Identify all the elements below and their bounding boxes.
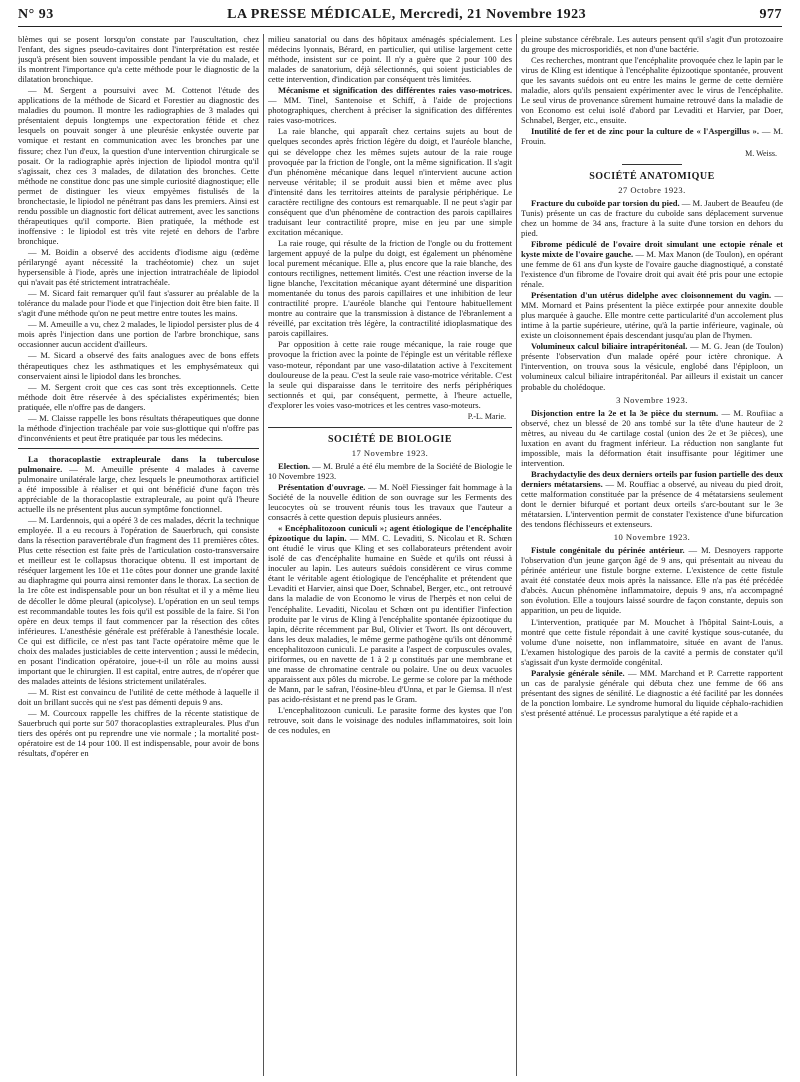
paragraph: — M. Lardennois, qui a opéré 3 de ces malades, décrit la technique employée. Il a eu recours à l'opération de Sauerbruch, qui consiste dans la résection paravertébrale d'un fragment des 11 premières côtes. Plus cette résection est faite près de l'articulation costo-transversaire et meilleur est le collapsus thoracique obtenu. Il est important de réséquer largement les 10e et 11e côtes pour donner une grande laxité au diaphragme qui pourra ainsi remonter dans le thorax. La section de la 1re côte est indispensable pour un bon résultat et il y a même lieu de décoller le dôme pleural (apicolyse). L'opération en un seul temps est recommandable toutes les fois qu'il est possible de la faire. Si l'on opère en deux temps il faut commencer par la résection des côtes inférieures. L'anesthésie générale est préférable à l'anesthésie locale. Ce qui est difficile, ce n'est pas tant l'acte opératoire même que le choix des malades justiciables de cette intervention ; aussi le médecin, en posant l'indication opératoire, joue-t-il un rôle au moins aussi important que le chirurgien. Il est capital, entre autres, de n'opérer que des malades atteints de lésions strictement unilatérales. <box>18 515 259 686</box>
paragraph <box>18 454 259 514</box>
column-2 <box>268 34 512 1076</box>
paragraph: La raie blanche, qui apparaît chez certains sujets au bout de quelques secondes après friction légère du doigt, et l'auréole blanche, qui se développe chez les mêmes sujets autour de la raie rouge provoquée par la friction de l'ongle, ont la même signification. Il s'agit d'un phénomène mécanique dans lequel n'intervient aucune action nerveuse véritable; il se produit aussi bien et même avec plus d'intensité dans les territoires atteints de paralysie périphérique. Le caractère rectiligne des contours est remarquable. Il ne peut s'agir par conséquent que d'un phénomène de contraction des parois capillaires traduisant leur contractilité propre, mise en jeu par une simple excitation mécanique. <box>268 126 512 237</box>
column-1 <box>18 34 259 1076</box>
article-title: Paralysie générale sénile. <box>531 667 625 678</box>
paragraph <box>521 545 783 615</box>
divider <box>268 427 512 428</box>
divider <box>622 164 682 165</box>
paragraph: Ces recherches, montrant que l'encéphalite provoquée chez le lapin par le virus de Kling est identique à l'encéphalite épizootique spontanée, prouvent que les savants suédois ont eu entre les mains le germe de cette dernière maladie, alors qu'ils pensaient expérimenter avec le virus de l'encéphalite. Le seul virus de provenance sûrement humaine retrouvé dans la maladie de von Economo est celui isolé d'abord par Levaditi et Harvier, par Doer, Schnabel, Berger, etc., ensuite. <box>521 55 783 126</box>
article-title: Fibrome pédiculé de l'ovaire droit simulant une ectopie rénale et kyste mixte de l'ovaire gauche. <box>521 238 783 259</box>
paragraph: — M. Sergent croit que ces cas sont très exceptionnels. Cette méthode doit être réservée à des spécialistes expérimentés; bien pratiquée, elle n'offre pas de dangers. <box>18 381 259 412</box>
paragraph: — M. Sergent a poursuivi avec M. Cottenot l'étude des applications de la méthode de Sicard et Forestier au diagnostic des maladies du poumon. Il montre les radiographies de 3 malades qui présentaient depuis longtemps une expectoration fétide et chez lesquels on pouvait songer à une pleurésie enkystée ouverte par vomique et restant en communication avec les bronches par une fissure; chez l'un d'eux, la question d'une intervention chirurgicale se posait. Or la radiographie après injection de lipiodol montra qu'il s'agissait, chez ces 3 malades, de dilatation des bronches. Cette méthode ne constitue donc pas une simple curiosité diagnostique; elle permet de distinguer les vieux empyèmes fistulisés de la bronchectasie, le lipiodol ne pénétrant pas dans les premiers. Ainsi est rendu possible un diagnostic fort délicat autrement, avec les sanctions thérapeutiques qu'il comporte. Bien pratiquée, la méthode est inoffensive : le lipiodol est très vite rejeté en dehors de l'arbre bronchique. <box>18 85 259 246</box>
session-date: 17 Novembre 1923. <box>351 447 429 458</box>
article-text: — MM. Tinel, Santenoise et Schiff, à l'aide de projections photographiques, cherchent à préciser la signification des différentes raies vaso-motrices. <box>268 95 512 126</box>
session-date: 3 Novembre 1923. <box>616 394 688 405</box>
article-title: Volumineux calcul biliaire intrapéritonéal. <box>531 341 688 352</box>
paragraph: pleine substance cérébrale. Les auteurs pensent qu'il s'agit d'un protozoaire du groupe des microsporidiés, et non d'une bactérie. <box>521 34 783 55</box>
paragraph: L'intervention, pratiquée par M. Mouchet à l'hôpital Saint-Louis, a montré que cette fistule répondait à une cavité kystique sous-cutanée, du volume d'une noisette, non inflammatoire, située en avant de l'anus. L'examen histologique des parois de la cavité a permis de constater qu'il s'agissait d'un kyste dermoïde congénital. <box>521 616 783 667</box>
paragraph <box>268 461 512 481</box>
article-title: Brachydactylie des deux derniers orteils par fusion partielle des deux derniers métatarsiens. <box>521 468 783 489</box>
article-title: Fistule congénitale du périnée antérieur. <box>531 545 685 556</box>
article-title: « Encéphalitozoon cuniculi »; agent étiologique de l'encéphalite épizootique du lapin. <box>268 523 512 544</box>
article-title: Fracture du cuboïde par torsion du pied. <box>531 197 680 208</box>
article-text: — M. Ameuille présente 4 malades à caverne pulmonaire unilatérale large, chez lesquels le pneumothorax artificiel a été impossible à réaliser et qui ont bénéficié d'une façon très appréciable de la thoracoplastie extrapleurale, au point qu'à l'heure actuelle ils ne présentent plus aucun symptôme fonctionnel. <box>18 463 259 515</box>
page-header <box>18 4 782 27</box>
paragraph <box>268 523 512 704</box>
paragraph: — M. Sicard a observé des faits analogues avec de bons effets thérapeutiques chez les asthmatiques et les emphysémateux qui conservaient ainsi le lipiodol dans les bronches. <box>18 350 259 381</box>
article-title: Mécanisme et signification des différentes raies vaso-motrices. <box>278 85 512 96</box>
column-rule <box>263 34 264 1076</box>
article-text: — MM. Mornard et Pains présentent la pièce extirpée pour annexite double plus marquée à gauche. Elle montre cette particularité d'un accolement plus intime à la partie supérieure, utérine, qu'à la partie inférieure, vaginale, où existe un cloisonnement épais descendant jusqu'au plan de l'hymen. <box>521 290 783 341</box>
session-date: 10 Novembre 1923. <box>613 532 691 543</box>
divider <box>18 448 259 449</box>
issue-number: N° 93 <box>18 7 54 22</box>
article-text: — MM. Marchand et P. Carrette rapportent un cas de paralysie générale qui débuta chez une femme de 66 ans présentant des signes de sénilité. Le diagnostic a été facilité par les données de la ponction lombaire. Le syndrome humoral du liquide céphalo-rachidien s'est présenté atténué. Le processus paralytique a été rapide et a <box>521 667 783 718</box>
paragraph: — M. Claisse rappelle les bons résultats thérapeutiques que donne la méthode d'injection trachéale par voie sus-glottique qui n'offre pas d'inconvénients et peut être pratiquée par tous les médecins. <box>18 412 259 443</box>
paragraph <box>521 408 783 468</box>
column-3 <box>521 34 783 1076</box>
article-text: — M. Brulé a été élu membre de la Société de Biologie le 10 Novembre 1923. <box>268 460 512 481</box>
article-text: — M. Desnoyers rapporte l'observation d'un jeune garçon âgé de 9 ans, qui présentait au niveau du périnée antérieur une fistule borgne externe. L'existence de cette fistule avait été constatée deux mois après la naissance. Elle n'a pas été précédée d'abcès. Aucun phénomène inflammatoire, depuis 9 ans, n'a accompagné son évolution. Elle a toujours laissé sourdre de façon constante, depuis son apparition, un peu de liquide. <box>521 545 783 616</box>
paragraph <box>521 341 783 391</box>
paragraph: Par opposition à cette raie rouge mécanique, la raie rouge que provoque la friction avec la pointe de l'épingle est un véritable réflexe vaso-moteur, répondant par une vaso-dilatation active à l'excitement douloureuse de la peau. C'est la seule raie vaso-motrice véritable. C'est la seule qui disparaisse dans le territoire des nerfs périphériques sectionnés et qui, par conséquent, permette, à l'heure actuelle, d'explorer les voies vaso-motrices et les centres vaso-moteurs. <box>268 339 512 410</box>
article-text: — M. Noël Fiessinger fait hommage à la Société de la nouvelle édition de son ouvrage sur les Ferments des leucocytes où se trouvent réunis tous les travaux que l'auteur a consacrés à cette question depuis plusieurs années. <box>268 481 512 523</box>
section-heading: SOCIÉTÉ ANATOMIQUE <box>589 170 715 182</box>
author-signature: M. Weiss. <box>745 148 777 158</box>
paragraph: — M. Ameuille a vu, chez 2 malades, le lipiodol persister plus de 4 mois après l'injection dans une portion de l'arbre bronchique, sans occasionner aucun accident d'ailleurs. <box>18 319 259 350</box>
author-signature: P.-L. Marie. <box>467 411 506 421</box>
paragraph: — M. Sicard fait remarquer qu'il faut s'assurer au préalable de la tolérance du malade pour l'iode et que l'injection doit être bien faite. Il s'agit d'une méthode qu'on ne peut mettre entre toutes les mains. <box>18 288 259 319</box>
article-title: Election. <box>278 460 311 471</box>
article-text: — M. G. Jean (de Toulon) présente l'observation d'un malade opéré pour ictère chronique. A l'intervention, on trouva sous la vésicule, englobé dans l'épiploon, un volumineux calcul biliaire intrapéritonéal. Par ailleurs il existait un cancer probable du cholédoque. <box>521 341 783 392</box>
article-text: — MM. C. Levaditi, S. Nicolau et R. Schœn ont étudié le virus que Kling et ses collaborateurs prétendent avoir isolé de cas d'encéphalite humaine en Suède et qu'ils ont réussi à inoculer au lapin. Les auteurs suédois considèrent ce virus comme étant le véritable agent étiologique de l'encéphalite et prétendent que Levaditi et Harvier, ainsi que Doer, Schnabel, Berger, etc., ont retrouvé dans la maladie de von Economo le virus de l'herpès et non celui de l'encéphalite. Levaditi, Nicolau et Schœn ont pu identifier l'infection produite par le virus de Kling à l'encéphalite spontanée épizootique du lapin, décrite récemment par Bul, Olivier et Twort. Ils ont découvert, dans les deux maladies, le même germe pathogène qu'ils ont dénommé encephalitozoon cuniculi. Le parasite a l'aspect de corpuscules ovales, piriformes, ou en navette de 1 à 2 µ constitués par une membrane et une masse de chromatine centrale ou polaire. Une ou deux vacuoles apparaissent aux pôles du microbe. Le germe se colore par la méthode de Mann, par le safran, l'éosine-bleu d'Unna, et par le Giemsa. Il n'est pas acido-résistant et ne prend pas le Gram. <box>268 533 512 704</box>
paragraph <box>268 85 512 125</box>
article-title: Présentation d'un utérus didelphe avec cloisonnement du vagin. <box>531 290 772 301</box>
paragraph <box>268 482 512 522</box>
paragraph <box>521 239 783 289</box>
article-title: Inutilité de fer et de zinc pour la culture de « l'Aspergillus ». <box>531 126 759 137</box>
paragraph: — M. Boidin a observé des accidents d'iodisme aigu (œdème périlaryngé ayant nécessité la trachéotomie) chez un sujet hypersensible à l'iode, après une injection intratrachéale de lipiodol qui n'avait pas été strictement intratrachéale. <box>18 246 259 288</box>
article-title: Disjonction entre la 2e et la 3e pièce du sternum. <box>531 407 719 418</box>
section-heading: SOCIÉTÉ DE BIOLOGIE <box>328 433 452 445</box>
article-text: — M. Rouffiac a observé, au niveau du pied droit, cette malformation constituée par la présence de 4 métatarsiens seulement dont le dernier bifurqué et portant deux orteils s'arc-boutant sur le 3e métatarsien. L'intervention permit de constater l'existence d'une bifurcation des tendons fléchisseurs et extenseurs. <box>521 478 783 530</box>
paragraph <box>521 290 783 340</box>
session-date: 27 Octobre 1923. <box>618 184 686 195</box>
paragraph: blèmes qui se posent lorsqu'on constate par l'auscultation, chez l'enfant, des signes pseudo-cavitaires dont l'interprétation est restée jusqu'à présent bien souvent impossible pendant la vie du malade, et ils montrent l'importance qu'a cette méthode pour le diagnostic de la dilatation bronchique. <box>18 34 259 85</box>
page-number: 977 <box>759 7 782 22</box>
paragraph: La raie rouge, qui résulte de la friction de l'ongle ou du frottement largement appuyé de la pulpe du doigt, est également un phénomène local purement mécanique. Elle a, plus encore que la raie blanche, des contours rectilignes, nettement limités. C'est une réaction inverse de la ligne blanche, l'excitation mécanique ayant déterminé une disparition momentanée du tonus des parois capillaires et une inhibition de leur contractilité propre. L'auréole blanche qui l'entoure habituellement montre au contraire que la transmission à distance de l'ébranlement a réveillé, par excitation très légère, la contractilité idioplasmatique des parois capillaires. <box>268 237 512 339</box>
paragraph: L'encephalitozoon cuniculi. Le parasite forme des kystes que l'on retrouve, soit dans le voisinage des nodules inflammatoires, soit loin de ces nodules, en <box>268 705 512 736</box>
paragraph <box>521 126 783 146</box>
article-title: La thoracoplastie extrapleurale dans la tuberculose pulmonaire. <box>18 453 259 474</box>
paragraph: milieu sanatorial ou dans des hôpitaux aménagés spécialement. Les médecins lyonnais, Bérard, en particulier, qui utilise largement cette méthode, insistent sur ce point. Il n'y a guère que 2 pour 100 des malades de sanatorium, déjà sélectionnés, qui soient justiciables de cette intervention, d'indication par conséquent très limitées. <box>268 34 512 85</box>
column-rule <box>516 34 517 1076</box>
article-text: — M. Roufiiac a observé, chez un blessé de 20 ans tombé sur la tête d'une hauteur de 2 mètres, au niveau du 4e cartilage costal (union des 2e et 3e pièces), une luxation en avant du fragment inférieur. La réduction non sanglante fut impossible, mais la déformation était insuffisante pour légitimer une intervention. <box>521 407 783 468</box>
article-text: — M. Jaubert de Beaufeu (de Tunis) présente un cas de fracture du cuboïde sans déplacement survenue chez un homme de 34 ans, fracture à la suite d'une torsion en dehors du pied. <box>521 197 783 238</box>
paragraph <box>521 198 783 238</box>
paragraph <box>521 668 783 718</box>
article-title: Présentation d'ouvrage. <box>278 481 366 492</box>
paragraph <box>521 469 783 529</box>
paragraph: — M. Courcoux rappelle les chiffres de la récente statistique de Sauerbruch qui porte sur 507 thoracoplasties extrapleurales. Plus d'un tiers des opérés ont pu reprendre une vie normale ; la mortalité post-opératoire est de 14 pour 100. Il est indispensable, pour avoir de bons résultats, d'opérer en <box>18 708 259 759</box>
article-text: — M. Max Manon (de Toulon), en opérant une femme de 61 ans d'un kyste de l'ovaire gauche diagnostiqué, a constaté l'existence d'un fibrome de l'ovaire droit qui avait été pris pour une ectopie rénale. <box>521 248 783 290</box>
journal-title: LA PRESSE MÉDICALE, Mercredi, 21 Novembre 1923 <box>227 7 587 22</box>
article-text: — M. Frouin. <box>521 126 783 147</box>
paragraph: — M. Rist est convaincu de l'utilité de cette méthode à laquelle il doit un brillant succès qui ne s'est pas démenti depuis 9 ans. <box>18 686 259 707</box>
